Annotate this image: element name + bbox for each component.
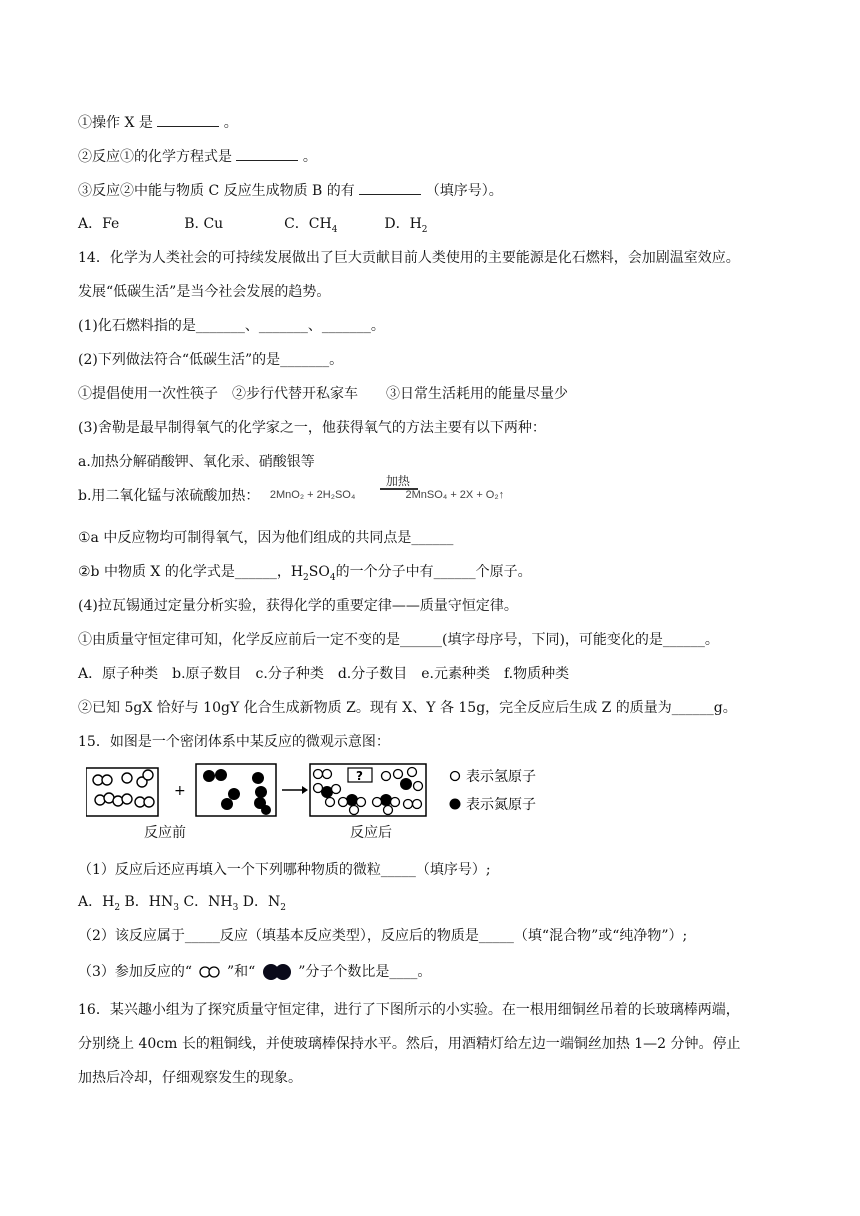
- q14-p4-q2: ②已知 5gX 恰好与 10gY 化合生成新物质 Z。现有 X、Y 各 15g，完全反应后生成 Z 的质量为______g。: [78, 700, 737, 716]
- q14-p3: (3)舍勒是最早制得氧气的化学家之一，他获得氧气的方法主要有以下两种：: [78, 420, 546, 436]
- q15-s3: [78, 962, 431, 982]
- q15-s3-c: ”分子个数比是____。: [298, 964, 432, 980]
- answer-blank[interactable]: [359, 180, 421, 195]
- q14-p3-q2-c: 的一个分子中有______个原子。: [335, 564, 532, 580]
- equation-arrow: [380, 488, 418, 490]
- option-a: A．Fe: [78, 216, 120, 232]
- option-b-sub: 3: [173, 902, 179, 913]
- q14-p4-options: A．原子种类 b.原子数目 c.分子种类 d.分子数目 e.元素种类 f.物质种类: [78, 666, 570, 682]
- caption-after: 反应后: [350, 825, 392, 841]
- q15-s3-a: （3）参加反应的“: [78, 964, 193, 980]
- q14-p3-q1: ①a 中反应物均可制得氧气，因为他们组成的共同点是______: [78, 530, 454, 546]
- q16-line3: 加热后冷却，仔细观察发生的现象。: [78, 1070, 302, 1086]
- sub-2: 2: [303, 572, 309, 583]
- q14-p1: (1)化石燃料指的是_______、_______、_______。: [78, 318, 385, 334]
- option-d: D．H: [384, 216, 422, 232]
- q13-options: [78, 214, 428, 240]
- q13-op-x-end: 。: [223, 115, 238, 131]
- q14-line1: 14．化学为人类社会的可持续发展做出了巨大贡献目前人类使用的主要能源是化石燃料，会加剧温室效应。: [78, 250, 740, 266]
- q14-p4: (4)拉瓦锡通过定量分析实验，获得化学的重要定律——质量守恒定律。: [78, 598, 518, 614]
- option-a: A．H: [78, 894, 115, 910]
- q13-react2-end: （填序号）。: [425, 183, 503, 199]
- q16-line1: 16．某兴趣小组为了探究质量守恒定律，进行了下图所示的小实验。在一根用细铜丝吊着的长玻璃棒两端，: [78, 1002, 740, 1018]
- question-mark: ?: [356, 769, 363, 783]
- plus-sign: +: [174, 783, 186, 799]
- option-d-sub: 2: [280, 902, 287, 913]
- sub-4: 4: [329, 572, 336, 583]
- option-d-sub: 2: [421, 224, 428, 235]
- q15-s2: （2）该反应属于_____反应（填基本反应类型），反应后的物质是_____（填“混合物”或“纯净物”）;: [78, 928, 688, 944]
- caption-before: 反应前: [144, 825, 186, 841]
- nitrogen-atom-icon: [450, 799, 461, 810]
- q14-p3-a: a.加热分解硝酸钾、氧化汞、硝酸银等: [78, 454, 315, 470]
- q14-p2-options: ①提倡使用一次性筷子 ②步行代替开私家车 ③日常生活耗用的能量尽量少: [78, 386, 568, 402]
- q13-eq1-text: ②反应①的化学方程式是: [78, 149, 232, 165]
- q13-op-x-text: ①操作 X 是: [78, 115, 153, 131]
- option-c-sub: 3: [232, 902, 239, 913]
- q14-p3-b-text: b.用二氧化锰与浓硫酸加热：: [78, 488, 260, 504]
- option-c-sub: 4: [331, 224, 338, 235]
- arrow-head: [302, 786, 308, 794]
- q15-s3-b: ”和“: [226, 964, 256, 980]
- equation-condition: 加热: [385, 474, 410, 488]
- hydrogen-atom-icon: [451, 772, 460, 781]
- q14-p3-b: [78, 474, 540, 506]
- answer-blank[interactable]: [157, 112, 219, 127]
- q15-options: [78, 892, 286, 918]
- option-c: C．NH: [179, 894, 233, 910]
- q15-s1: （1）反应后还应再填入一个下列哪种物质的微粒_____（填序号）;: [78, 862, 491, 878]
- q14-p3-q2-a: ②b 中物质 X 的化学式是______，H: [78, 564, 304, 580]
- nitrogen-molecule-icon: [260, 963, 294, 981]
- q13-react2: [78, 180, 503, 201]
- option-a-sub: 2: [114, 902, 121, 913]
- q14-p3-q2: [78, 562, 532, 588]
- q13-op-x: [78, 112, 238, 133]
- equation-products: 2MnSO₄ + 2X + O₂↑: [405, 489, 505, 501]
- q15-title: 15．如图是一个密闭体系中某反应的微观示意图：: [78, 734, 390, 750]
- q13-eq1: [78, 146, 317, 167]
- q14-p2: (2)下列做法符合“低碳生活”的是_______。: [78, 352, 344, 368]
- q14-p3-q2-b: SO: [308, 564, 330, 580]
- q16-line2: 分别绕上 40cm 长的粗铜线，并使玻璃棒保持水平。然后，用酒精灯给左边一端铜丝加热 1—2 分钟。停止: [78, 1036, 741, 1052]
- option-c: C．CH: [284, 216, 332, 232]
- option-b: B．HN: [120, 894, 174, 910]
- q13-react2-text: ③反应②中能与物质 C 反应生成物质 B 的有: [78, 183, 355, 199]
- option-b: B. Cu: [184, 216, 224, 232]
- equation-reactants: 2MnO₂ + 2H₂SO₄: [269, 489, 356, 501]
- answer-blank[interactable]: [236, 146, 298, 161]
- q14-p4-q1: ①由质量守恒定律可知，化学反应前后一定不变的是______(填字母序号，下同)，可能变化的是______。: [78, 632, 719, 648]
- chemical-equation: [269, 474, 540, 503]
- legend-hydrogen: 表示氢原子: [466, 769, 536, 785]
- hydrogen-molecule-icon: [197, 965, 223, 979]
- q14-line2: 发展“低碳生活”是当今社会发展的趋势。: [78, 284, 331, 300]
- legend-nitrogen: 表示氮原子: [466, 797, 536, 813]
- option-d: D．N: [238, 894, 281, 910]
- q13-eq1-end: 。: [302, 149, 317, 165]
